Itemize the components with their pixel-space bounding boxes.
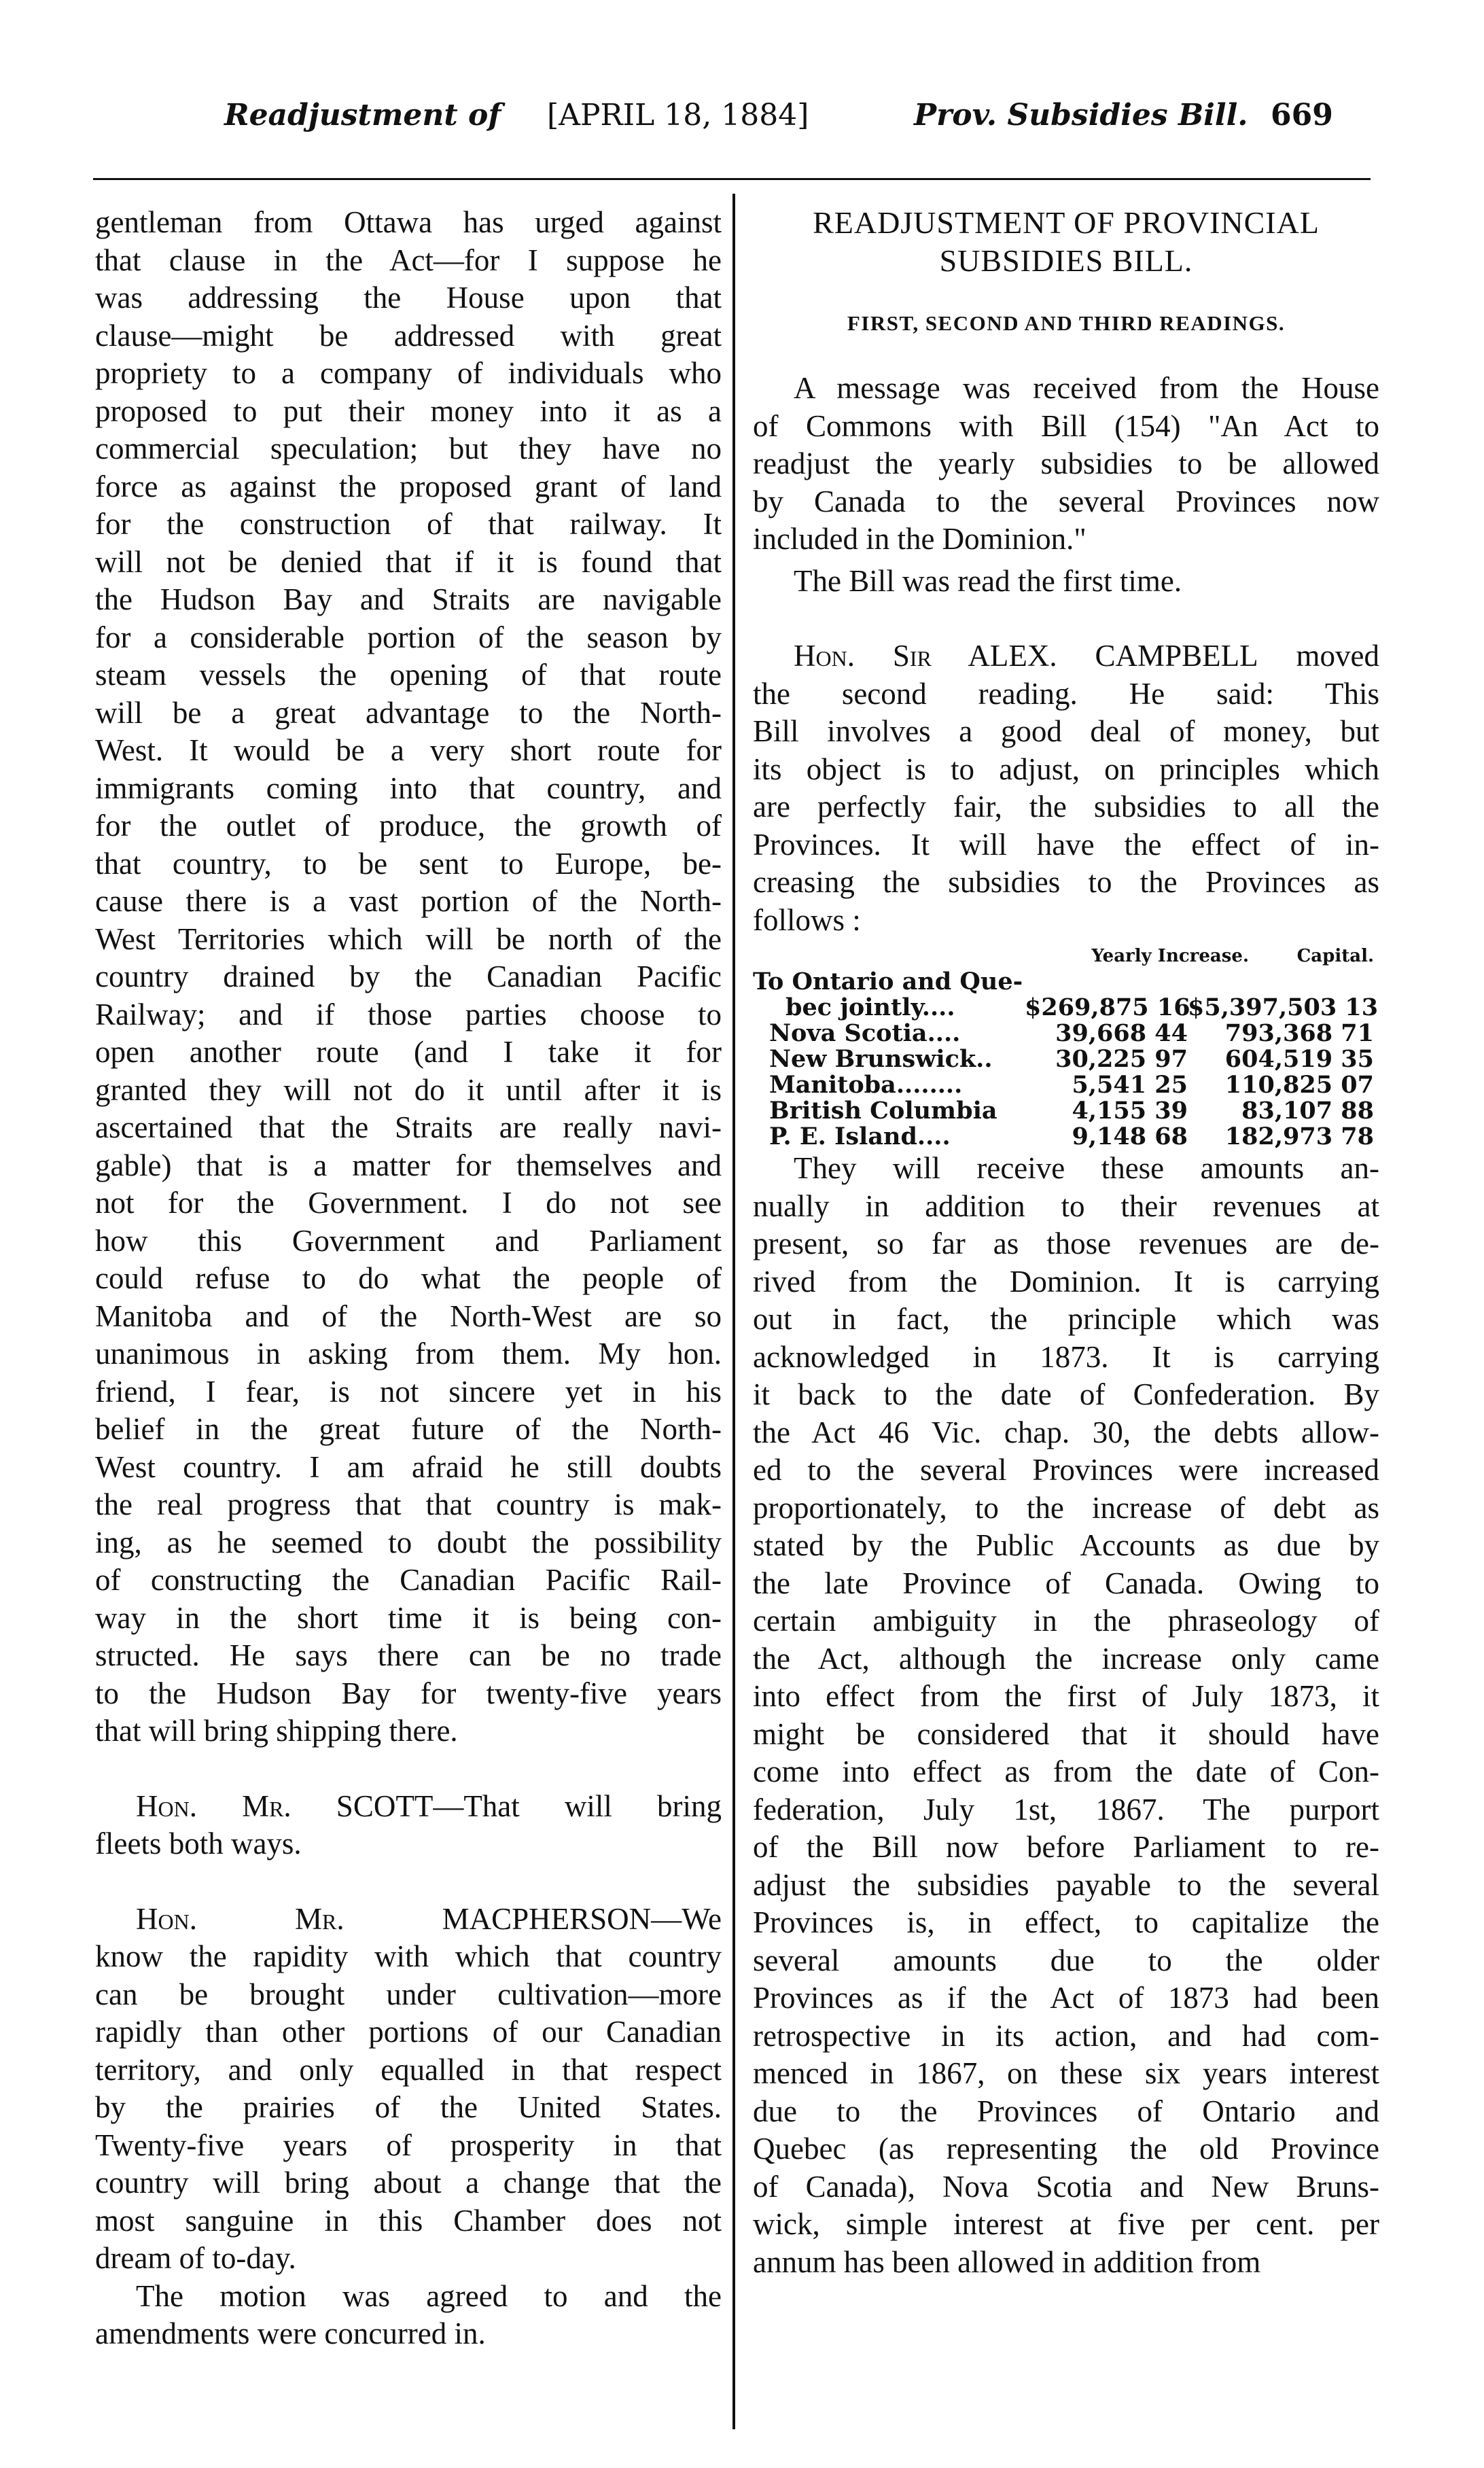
text-line: steam vessels the opening of that route xyxy=(95,658,722,692)
text-line: that clause in the Act—for I suppose he xyxy=(95,243,722,277)
text-line: commercial speculation; but they have no xyxy=(95,431,722,465)
text-line: acknowledged in 1873. It is carrying xyxy=(753,1339,1379,1374)
table-cell-name: P. E. Island.... xyxy=(769,1123,951,1150)
paragraph-message xyxy=(753,370,1379,559)
table-cell-capital: 793,368 71 xyxy=(1224,1019,1374,1047)
text-line: stated by the Public Accounts as due by xyxy=(753,1528,1379,1562)
text-line: federation, July 1st, 1867. The purport xyxy=(753,1792,1379,1827)
text-line: nually in addition to their revenues at xyxy=(753,1188,1379,1223)
text-line: proportionately, to the increase of debt as xyxy=(753,1490,1379,1525)
text-line: the Act, although the increase only came xyxy=(753,1641,1379,1676)
paragraph-scott: Hon. Mr. SCOTT—That will bring fleets both ways. xyxy=(95,1788,722,1861)
text-line: ascertained that the Straits are really navi- xyxy=(95,1110,722,1144)
paragraph-macpherson: Hon. Mr. MACPHERSON—We know the rapidity with which that country can be brought under cultivation—more rapidly than other portions of our Canadian territory, and only equalled in that respect by the prairies of the United States. Twenty-five years of prosperity in that country will bring about a change that the most sanguine in this Chamber does not dream of to-day. xyxy=(95,1901,722,2278)
text-line: the Act 46 Vic. chap. 30, the debts allow- xyxy=(753,1415,1379,1449)
text-line: Railway; and if those parties choose to xyxy=(95,997,722,1032)
table-cell-capital: 110,825 07 xyxy=(1224,1071,1374,1099)
text-line: West. It would be a very short route for xyxy=(95,733,722,767)
text-line: granted they will not do it until after it is xyxy=(95,1072,722,1107)
text-line: Bill involves a good deal of money, but xyxy=(753,714,1379,748)
text-line: might be considered that it should have xyxy=(753,1716,1379,1751)
text-line: open another route (and I take it for xyxy=(95,1035,722,1069)
text-line: not for the Government. I do not see xyxy=(95,1186,722,1220)
text-line: by Canada to the several Provinces now xyxy=(753,484,1379,518)
text-line: are perfectly fair, the subsidies to all the xyxy=(753,790,1379,824)
text-line: Manitoba and of the North-West are so xyxy=(95,1299,722,1333)
text-line: annum has been allowed in addition from xyxy=(753,2244,1261,2279)
table-cell-capital: 83,107 88 xyxy=(1241,1097,1374,1125)
text-line: could refuse to do what the people of xyxy=(95,1261,722,1295)
table-row xyxy=(753,995,1379,1021)
text-line: present, so far as those revenues are de- xyxy=(753,1227,1379,1261)
table-cell-name: Nova Scotia.... xyxy=(769,1019,961,1047)
text-line: way in the short time it is being con- xyxy=(95,1600,722,1635)
page-number: 669 xyxy=(1271,98,1333,133)
col-header-yearly: Yearly Increase. xyxy=(1091,946,1249,966)
header-left: Readjustment of xyxy=(224,98,501,133)
text-line: ed to the several Provinces were increased xyxy=(753,1453,1379,1487)
table-cell-yearly: 9,148 68 xyxy=(1072,1123,1188,1150)
text-line: to the Hudson Bay for twenty-five years xyxy=(95,1676,722,1710)
text-line: clause—might be addressed with great xyxy=(95,318,722,353)
text-line: creasing the subsidies to the Provinces as xyxy=(753,865,1379,899)
text-line: gentleman from Ottawa has urged against xyxy=(95,205,722,239)
text-line: for a considerable portion of the season by xyxy=(95,620,722,654)
table-cell-name: New Brunswick.. xyxy=(769,1045,993,1073)
text-line: out in fact, the principle which was xyxy=(753,1302,1379,1336)
text-line: come into effect as from the date of Con- xyxy=(753,1755,1379,1788)
table-cell-capital: 182,973 78 xyxy=(1224,1123,1374,1150)
header-right: Prov. Subsidies Bill. xyxy=(914,98,1248,133)
text-line: that country, to be sent to Europe, be- xyxy=(95,846,722,881)
paragraph-first-reading: The Bill was read the first time. xyxy=(794,563,1182,598)
table-cell-name: bec jointly.... xyxy=(785,993,955,1021)
text-line: wick, simple interest at five per cent. per xyxy=(753,2207,1379,2241)
text-line: several amounts due to the older xyxy=(753,1943,1379,1977)
subsidy-table xyxy=(753,939,1379,1150)
text-line: included in the Dominion." xyxy=(753,522,1086,556)
col-header-capital: Capital. xyxy=(1296,946,1374,966)
table-cell-name: Manitoba........ xyxy=(769,1071,963,1099)
speaker-campbell: Hon. Sir ALEX. CAMPBELL xyxy=(794,639,1258,673)
text-line: belief in the great future of the North- xyxy=(95,1412,722,1446)
text-line: country drained by the Canadian Pacific xyxy=(95,959,722,993)
text-line: that will bring shipping there. xyxy=(95,1714,458,1748)
text-line: can be brought under cultivation—more xyxy=(95,1977,722,2011)
left-column xyxy=(95,204,722,2353)
column-divider xyxy=(732,194,735,2429)
text-line: ing, as he seemed to doubt the possibility xyxy=(95,1525,722,1559)
speaker-macpherson: Hon. Mr. MACPHERSON xyxy=(136,1901,652,1936)
text-line: will be a great advantage to the North- xyxy=(95,695,722,730)
text-line: of Canada), Nova Scotia and New Bruns- xyxy=(753,2169,1379,2204)
text-line: follows : xyxy=(753,902,861,937)
text-line: by the prairies of the United States. xyxy=(95,2090,722,2124)
table-row xyxy=(753,1098,1379,1124)
table-cell-name: British Columbia xyxy=(769,1097,997,1125)
speaker-scott: Hon. Mr. SCOTT xyxy=(136,1788,434,1823)
text-line: into effect from the first of July 1873, it xyxy=(753,1679,1379,1713)
text-line: the Hudson Bay and Straits are navigable xyxy=(95,582,722,616)
table-row xyxy=(753,1046,1379,1072)
text-line: territory, and only equalled in that respect xyxy=(95,2052,722,2087)
text-line: cause there is a vast portion of the North- xyxy=(95,884,722,918)
table-lead: To Ontario and Que- xyxy=(753,968,1023,995)
text-line: rived from the Dominion. It is carrying xyxy=(753,1264,1379,1299)
text-line: Twenty-five years of prosperity in that xyxy=(95,2128,722,2162)
text-line: certain ambiguity in the phraseology of xyxy=(753,1604,1379,1638)
paragraph-continued xyxy=(95,204,722,1750)
text-line: readjust the yearly subsidies to be allowed xyxy=(753,446,1379,480)
text-line: West Territories which will be north of the xyxy=(95,921,722,956)
text-line: due to the Provinces of Ontario and xyxy=(753,2094,1379,2128)
text-line: West country. I am afraid he still doubts xyxy=(95,1449,722,1484)
text-line: for the outlet of produce, the growth of xyxy=(95,809,722,843)
text-line: for the construction of that railway. It xyxy=(95,507,722,541)
running-header xyxy=(204,85,1359,146)
text-line: dream of to-day. xyxy=(95,2241,296,2275)
text-line: the second reading. He said: This xyxy=(753,676,1379,711)
text-line: adjust the subsidies payable to the several xyxy=(753,1867,1379,1902)
text-line: country will bring about a change that the xyxy=(95,2166,722,2200)
text-line: of constructing the Canadian Pacific Rail- xyxy=(95,1563,722,1597)
text-line: its object is to adjust, on principles which xyxy=(753,752,1379,786)
text-line: force as against the proposed grant of land xyxy=(95,469,722,504)
paragraph-motion xyxy=(95,2278,722,2353)
text-line: the real progress that that country is mak- xyxy=(95,1487,722,1521)
table-cell-capital: 604,519 35 xyxy=(1224,1045,1374,1073)
text-line: gable) that is a matter for themselves and xyxy=(95,1148,722,1182)
table-cell-yearly: 5,541 25 xyxy=(1072,1071,1188,1099)
table-cell-capital: $5,397,503 13 xyxy=(1188,993,1379,1021)
text-line: rapidly than other portions of our Canadian xyxy=(95,2015,722,2049)
text-line: They will receive these amounts an- xyxy=(794,1151,1379,1185)
text-line: of the Bill now before Parliament to re- xyxy=(753,1830,1379,1864)
paragraph-explanation xyxy=(753,1150,1379,2281)
text-line: Provinces is, in effect, to capitalize the xyxy=(753,1905,1379,1939)
text-line: proposed to put their money into it as a xyxy=(95,393,722,428)
text-line: menced in 1867, on these six years interest xyxy=(753,2056,1379,2090)
text-line: retrospective in its action, and had com- xyxy=(753,2018,1379,2053)
table-row xyxy=(753,1021,1379,1046)
text-line: unanimous in asking from them. My hon. xyxy=(95,1337,722,1371)
text-line: most sanguine in this Chamber does not xyxy=(95,2203,722,2238)
text-line: of Commons with Bill (154) "An Act to xyxy=(753,408,1379,443)
text-line: structed. He says there can be no trade xyxy=(95,1638,722,1672)
header-rule xyxy=(93,178,1371,180)
text-line: it back to the date of Confederation. By xyxy=(753,1377,1379,1411)
text-line: The motion was agreed to and the xyxy=(136,2278,722,2313)
text-line: friend, I fear, is not sincere yet in his xyxy=(95,1374,722,1409)
text-line: A message was received from the House xyxy=(794,371,1379,405)
right-column xyxy=(753,204,1379,2281)
text-line: Provinces as if the Act of 1873 had been xyxy=(753,1981,1379,2015)
text-line: the late Province of Canada. Owing to xyxy=(753,1566,1379,1600)
section-subheading: FIRST, SECOND AND THIRD READINGS. xyxy=(847,311,1286,335)
text-line: was addressing the House upon that xyxy=(95,281,722,315)
text-line: how this Government and Parliament xyxy=(95,1223,722,1258)
table-cell-yearly: $269,875 16 xyxy=(1025,993,1190,1021)
header-date: [APRIL 18, 1884] xyxy=(547,98,809,133)
text-line: Quebec (as representing the old Province xyxy=(753,2132,1379,2166)
text-line: amendments were concurred in. xyxy=(95,2316,486,2350)
text-line: know the rapidity with which that country xyxy=(95,1939,722,1973)
text-line: Provinces. It will have the effect of in- xyxy=(753,827,1379,862)
table-cell-yearly: 39,668 44 xyxy=(1055,1019,1188,1047)
table-row xyxy=(753,1072,1379,1098)
text-line: immigrants coming into that country, and xyxy=(95,771,722,805)
section-title: READJUSTMENT OF PROVINCIAL SUBSIDIES BILL. xyxy=(813,205,1320,278)
table-cell-yearly: 4,155 39 xyxy=(1072,1097,1188,1125)
table-cell-yearly: 30,225 97 xyxy=(1055,1045,1188,1073)
table-row xyxy=(753,1124,1379,1150)
text-line: will not be denied that if it is found that xyxy=(95,544,722,579)
paragraph-campbell: Hon. Sir ALEX. CAMPBELL moved the second reading. He said: This Bill involves a good deal of money, but its object is to adjust, on principles which are perfectly fair, the subsidies to all the Provinces. It will have the effect of in- creasing the subsidies to the Provinces as follows : xyxy=(753,637,1379,939)
text-line: propriety to a company of individuals who xyxy=(95,356,722,390)
